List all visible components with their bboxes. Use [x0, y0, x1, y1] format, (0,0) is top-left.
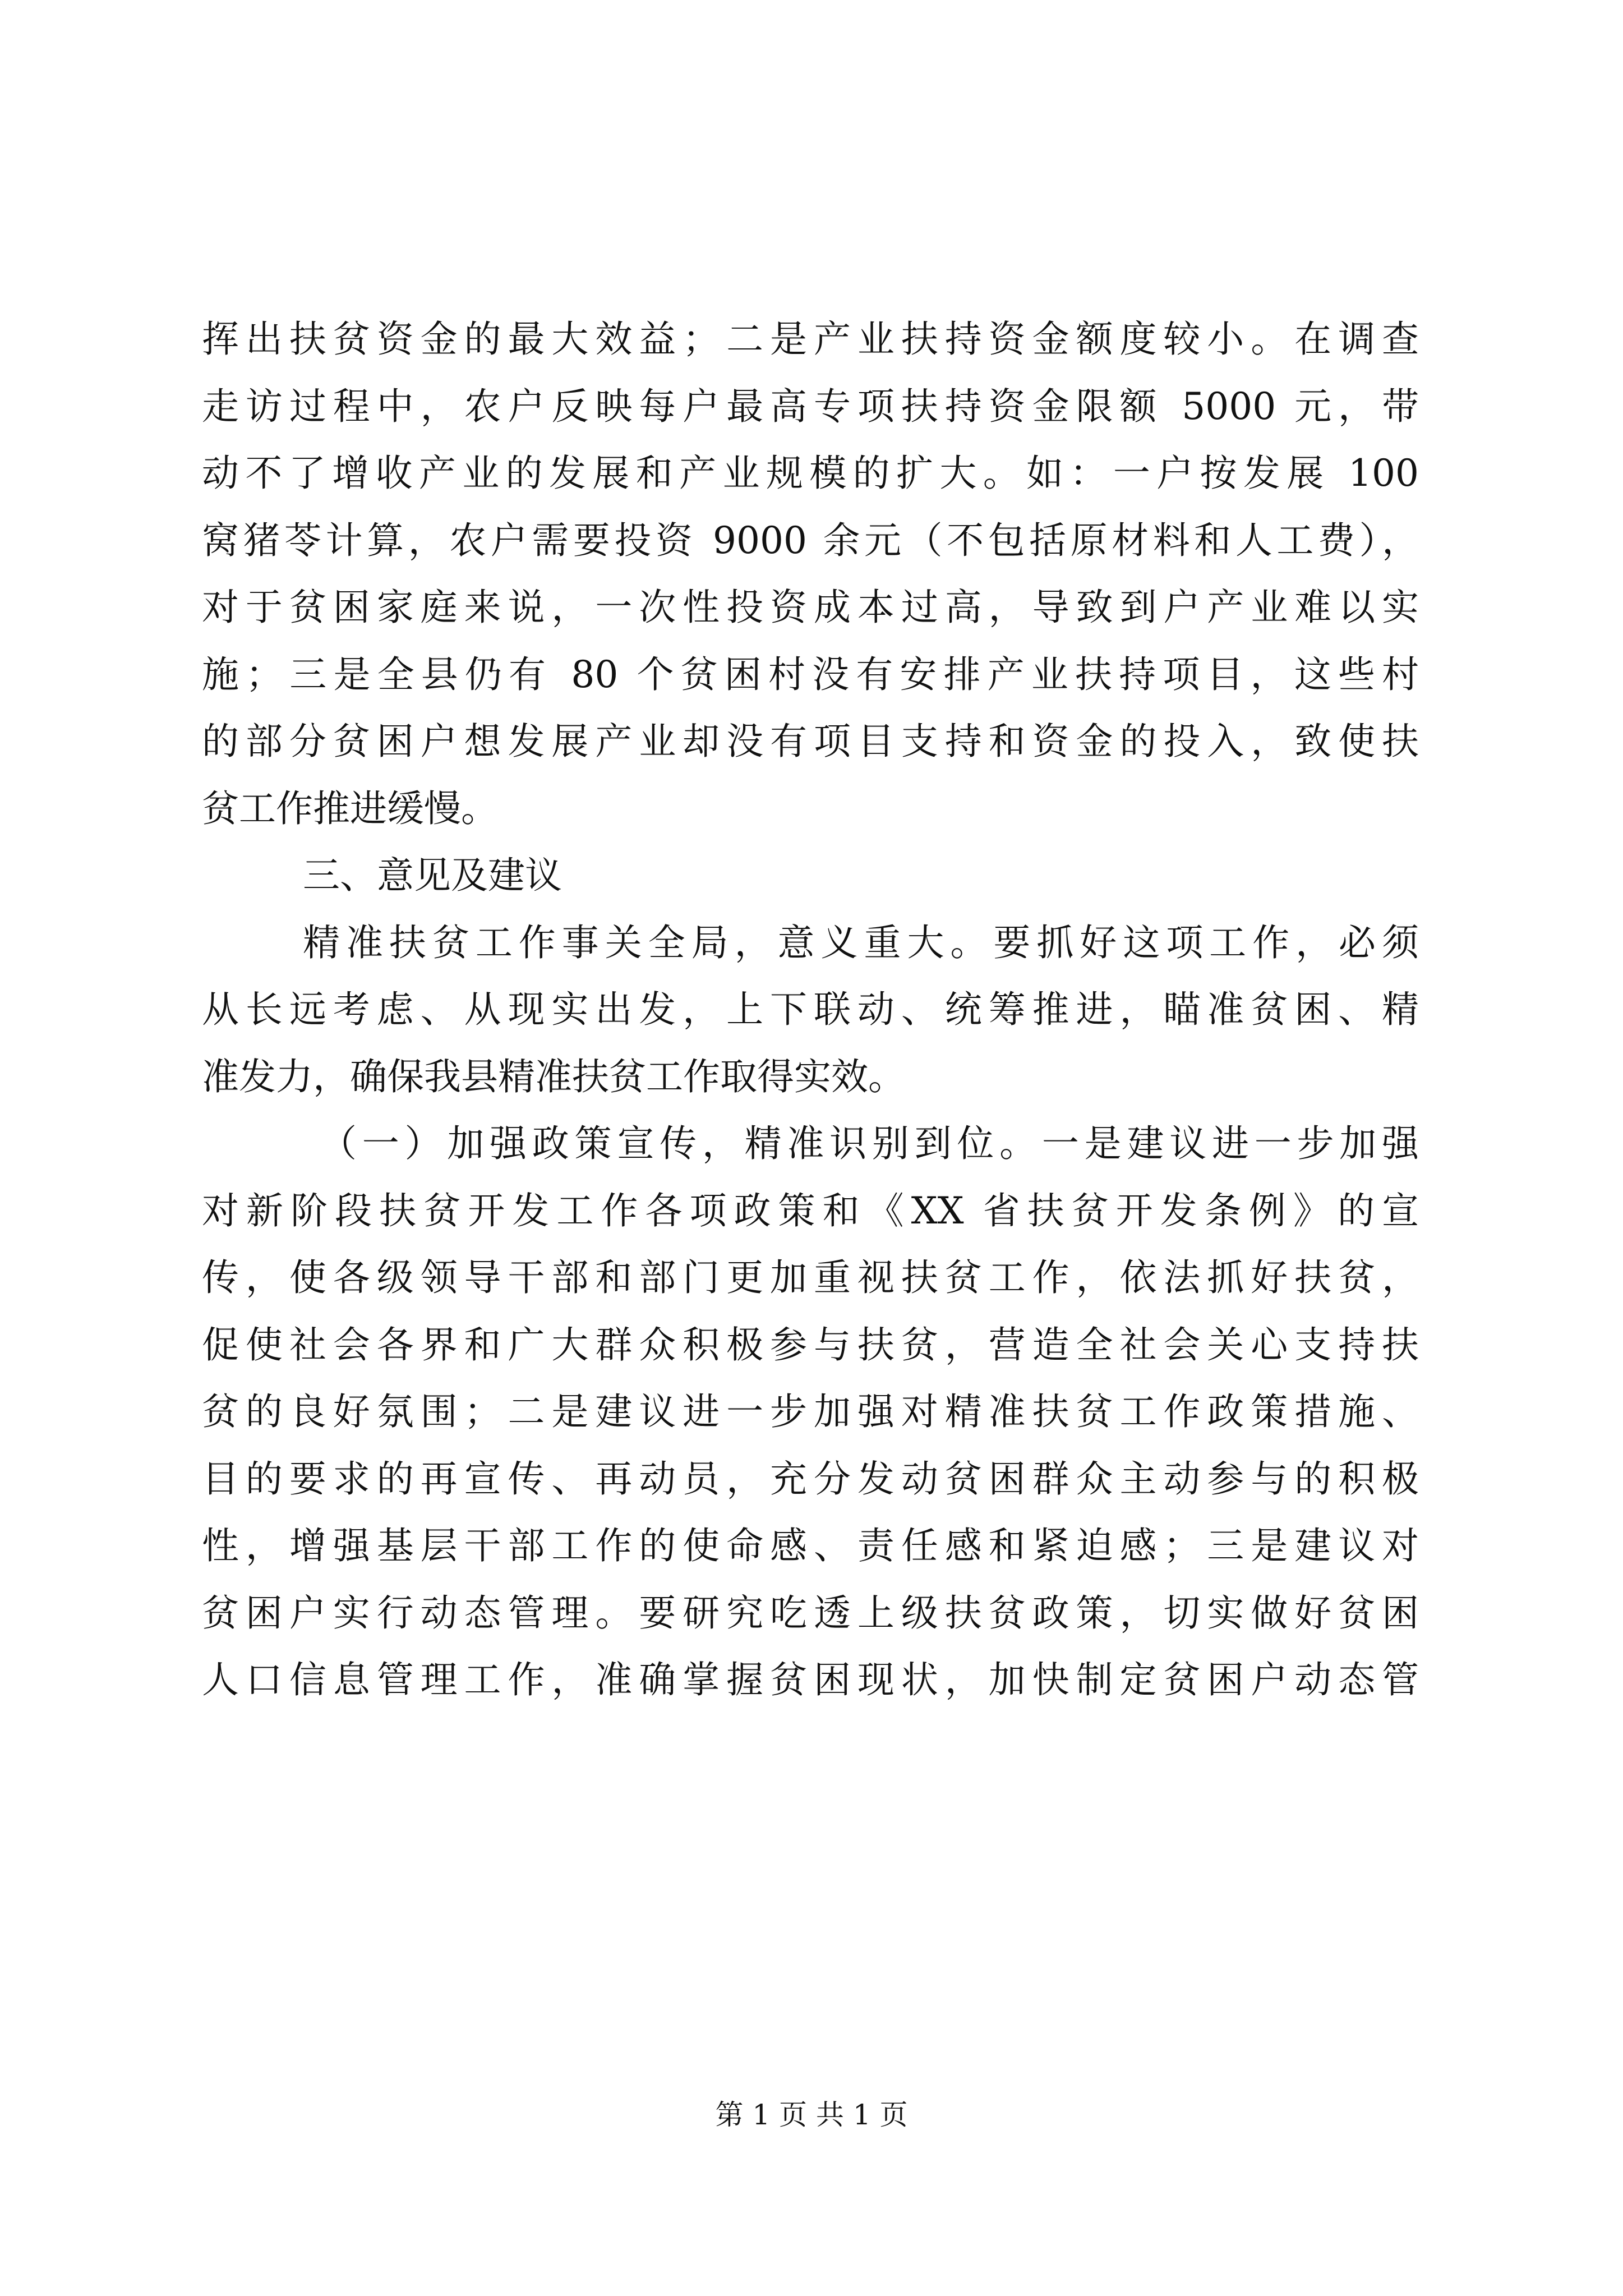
- paragraph-line: 施；三是全县仍有 80 个贫困村没有安排产业扶持项目，这些村: [202, 652, 1419, 696]
- paragraph-line: 贫工作推进缓慢。: [202, 786, 498, 830]
- paragraph-line: 人口信息管理工作，准确掌握贫困现状，加快制定贫困户动态管: [202, 1658, 1419, 1701]
- paragraph-line: 促使社会各界和广大群众积极参与扶贫，营造全社会关心支持扶: [202, 1323, 1419, 1366]
- paragraph-line: 的部分贫困户想发展产业却没有项目支持和资金的投入，致使扶: [202, 720, 1419, 763]
- paragraph-line: 窝猪苓计算，农户需要投资 9000 余元（不包括原材料和人工费），: [202, 518, 1419, 562]
- paragraph-line: 走访过程中，农户反映每户最高专项扶持资金限额 5000 元，带: [202, 384, 1419, 428]
- document-body: [202, 306, 1419, 1714]
- section-heading: 三、意见及建议: [303, 854, 562, 897]
- paragraph-line: 精准扶贫工作事关全局，意义重大。要抓好这项工作，必须: [303, 921, 1419, 964]
- paragraph-line: 挥出扶贫资金的最大效益；二是产业扶持资金额度较小。在调查: [202, 318, 1419, 361]
- paragraph-line: 性，增强基层干部工作的使命感、责任感和紧迫感；三是建议对: [202, 1524, 1419, 1567]
- subsection-heading-line: （一）加强政策宣传，精准识别到位。一是建议进一步加强: [320, 1122, 1419, 1165]
- paragraph-line: 传，使各级领导干部和部门更加重视扶贫工作，依法抓好扶贫，: [202, 1256, 1419, 1299]
- paragraph-line: 贫困户实行动态管理。要研究吃透上级扶贫政策，切实做好贫困: [202, 1591, 1419, 1635]
- paragraph-line: 对新阶段扶贫开发工作各项政策和《XX 省扶贫开发条例》的宣: [202, 1189, 1419, 1232]
- paragraph-line: 从长远考虑、从现实出发，上下联动、统筹推进，瞄准贫困、精: [202, 988, 1419, 1031]
- paragraph-line: 贫的良好氛围；二是建议进一步加强对精准扶贫工作政策措施、: [202, 1390, 1419, 1433]
- page-number-label: 第 1 页 共 1 页: [715, 2099, 908, 2131]
- page-footer: [0, 2098, 1623, 2132]
- paragraph-line: 动不了增收产业的发展和产业规模的扩大。如：一户按发展 100: [202, 452, 1419, 495]
- paragraph-line: 目的要求的再宣传、再动员，充分发动贫困群众主动参与的积极: [202, 1457, 1419, 1501]
- paragraph-line: 对于贫困家庭来说，一次性投资成本过高，导致到户产业难以实: [202, 586, 1419, 629]
- paragraph-line: 准发力，确保我县精准扶贫工作取得实效。: [202, 1055, 905, 1098]
